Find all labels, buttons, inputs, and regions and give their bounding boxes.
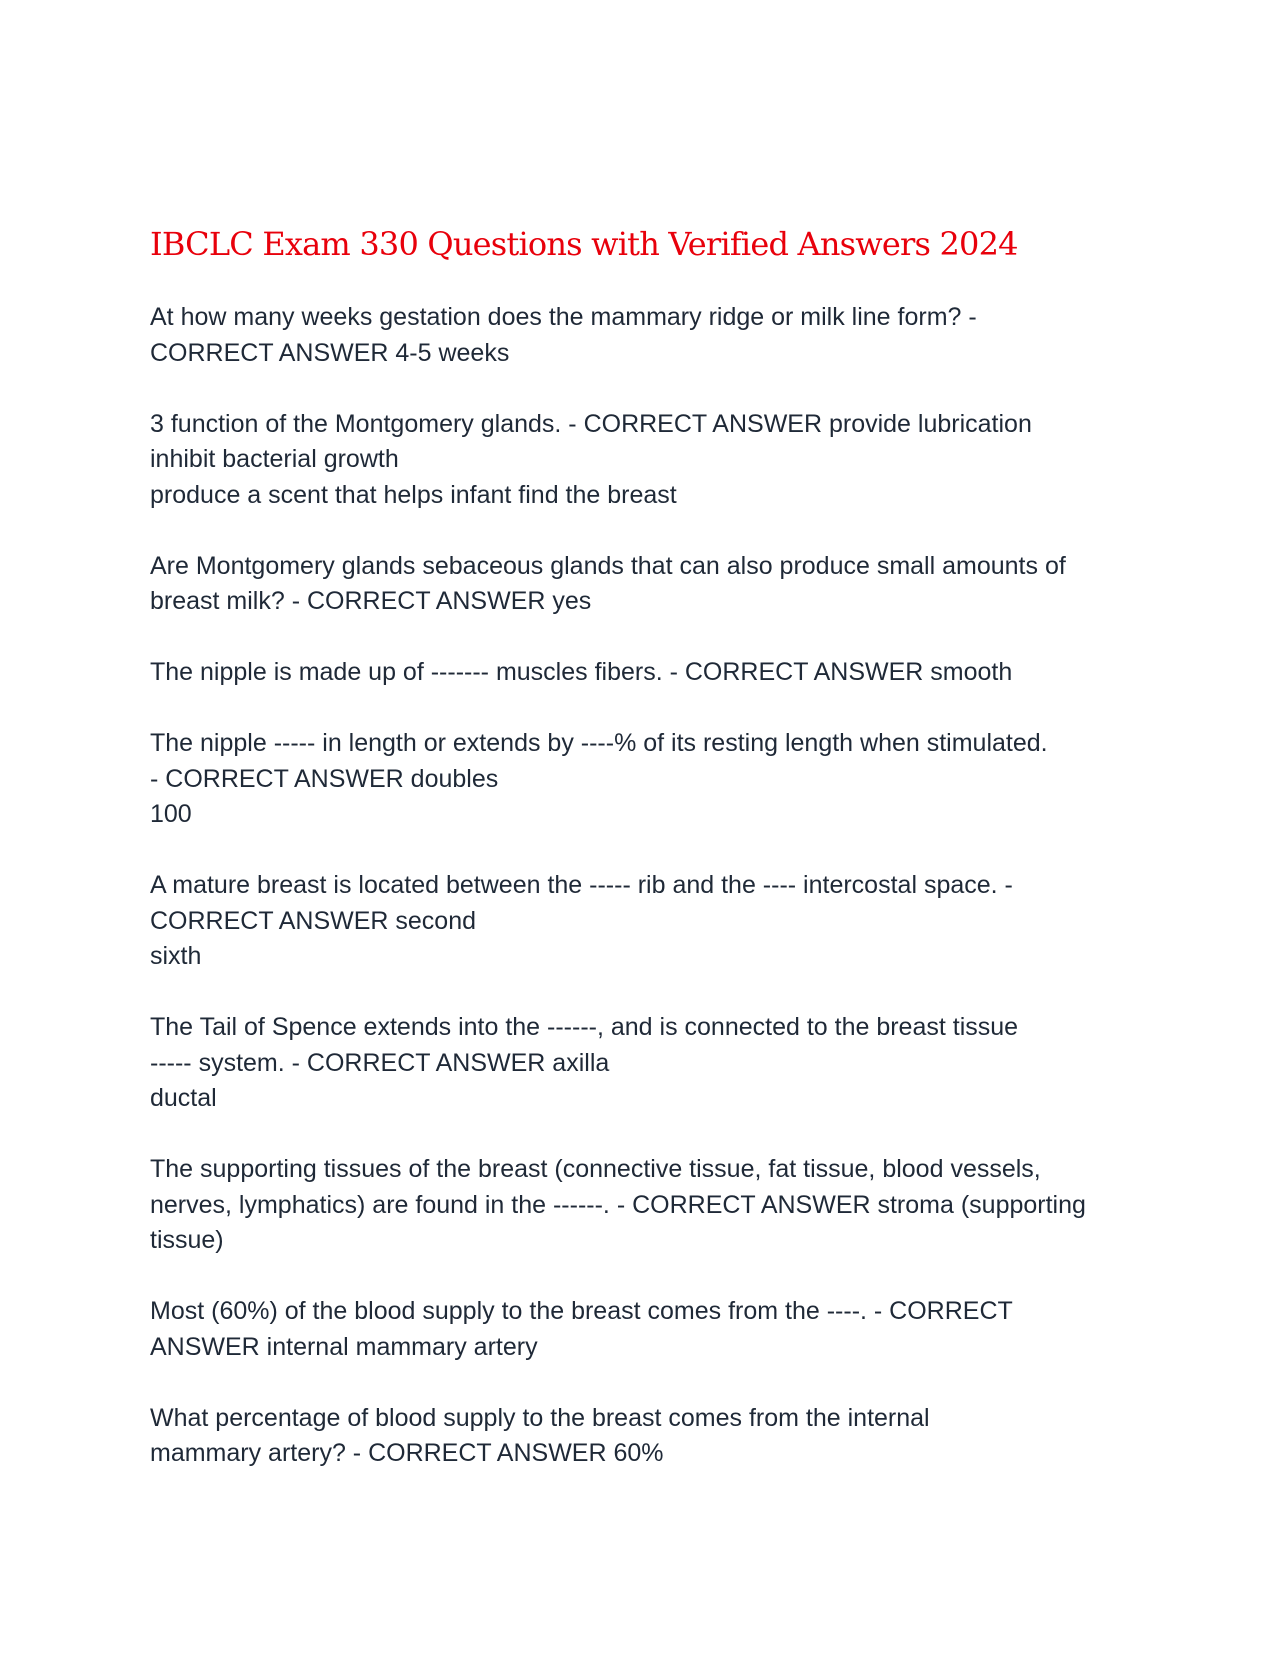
- qa-line: The Tail of Spence extends into the ------, and is connected to the breast tissue: [150, 1013, 1019, 1041]
- qa-line: produce a scent that helps infant find the breast: [150, 480, 677, 509]
- qa-line: What percentage of blood supply to the breast comes from the internal: [150, 1403, 930, 1432]
- qa-line: ductal: [150, 1084, 217, 1112]
- qa-line: breast milk? - CORRECT ANSWER yes: [150, 587, 592, 615]
- qa-entry: [150, 726, 1150, 833]
- qa-entry: [150, 655, 1150, 691]
- qa-list: [150, 300, 1150, 1507]
- qa-line: At how many weeks gestation does the mammary ridge or milk line form? -: [150, 303, 977, 331]
- qa-entry: [150, 1401, 1150, 1472]
- qa-line: A mature breast is located between the ----- rib and the ---- intercostal space. -: [150, 871, 1013, 899]
- qa-line: sixth: [150, 942, 202, 970]
- qa-entry: [150, 868, 1150, 975]
- qa-line: 100: [150, 800, 192, 828]
- qa-line: Are Montgomery glands sebaceous glands that can also produce small amounts of: [150, 551, 1066, 580]
- qa-line: - CORRECT ANSWER doubles: [150, 764, 499, 793]
- qa-line: mammary artery? - CORRECT ANSWER 60%: [150, 1439, 664, 1467]
- qa-line: inhibit bacterial growth: [150, 445, 399, 473]
- qa-line: CORRECT ANSWER second: [150, 906, 477, 935]
- qa-entry: [150, 1294, 1150, 1365]
- qa-entry: [150, 1152, 1150, 1259]
- qa-line: The supporting tissues of the breast (connective tissue, fat tissue, blood vessels,: [150, 1155, 1041, 1183]
- document-title: IBCLC Exam 330 Questions with Verified Answers 2024: [150, 225, 1018, 263]
- qa-line: ----- system. - CORRECT ANSWER axilla: [150, 1048, 610, 1077]
- qa-line: CORRECT ANSWER 4-5 weeks: [150, 338, 510, 367]
- qa-entry: [150, 549, 1150, 620]
- qa-entry: [150, 407, 1150, 514]
- qa-line: The nipple is made up of ------- muscles fibers. - CORRECT ANSWER smooth: [150, 658, 1013, 686]
- qa-line: nerves, lymphatics) are found in the ------. - CORRECT ANSWER stroma (supporting: [150, 1190, 1086, 1219]
- qa-line: Most (60%) of the blood supply to the breast comes from the ----. - CORRECT: [150, 1297, 1013, 1325]
- qa-line: The nipple ----- in length or extends by ----% of its resting length when stimulated.: [150, 729, 1048, 757]
- qa-entry: [150, 1010, 1150, 1117]
- qa-entry: [150, 300, 1150, 371]
- qa-line: ANSWER internal mammary artery: [150, 1332, 538, 1361]
- qa-line: tissue): [150, 1226, 224, 1254]
- qa-line: 3 function of the Montgomery glands. - CORRECT ANSWER provide lubrication: [150, 409, 1032, 438]
